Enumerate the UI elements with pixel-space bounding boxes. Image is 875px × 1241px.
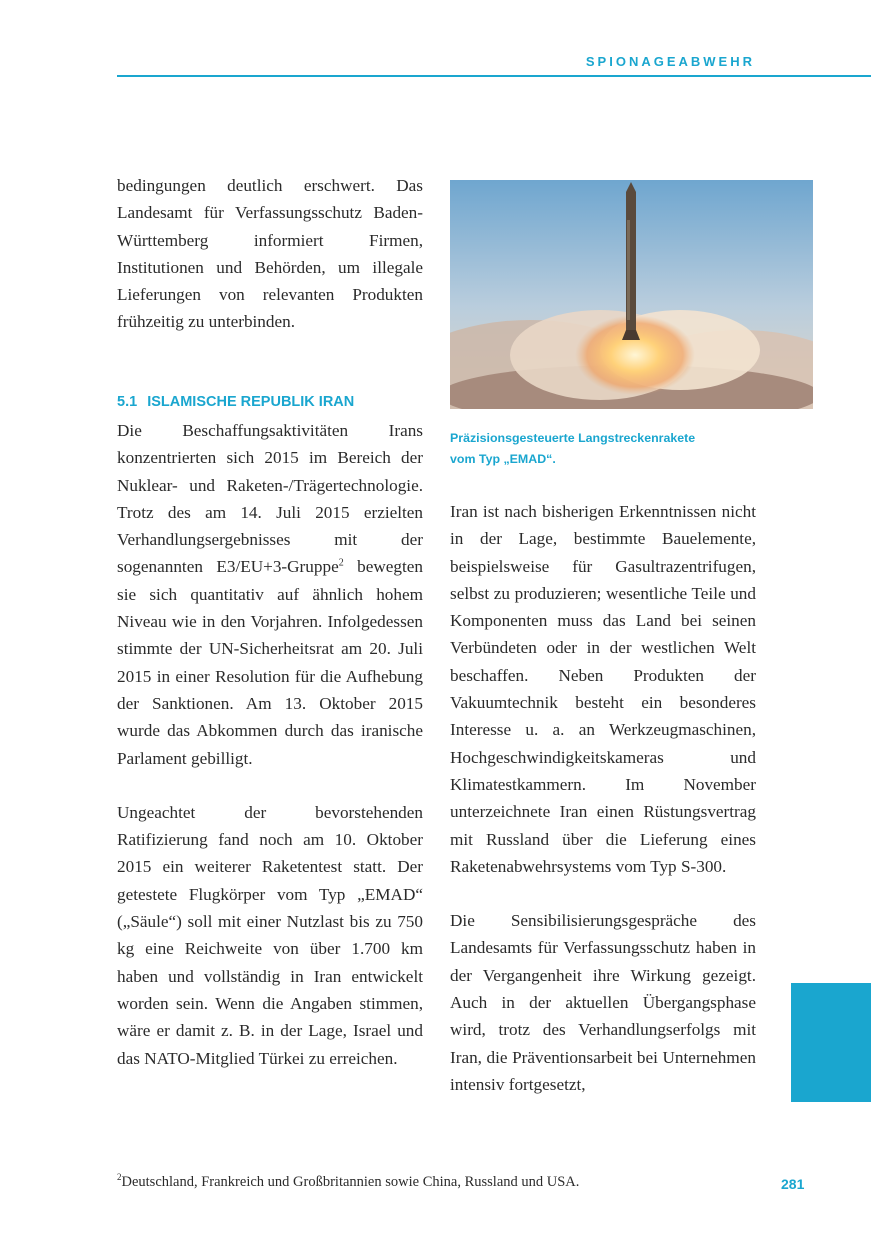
right-paragraph-1: Iran ist nach bisherigen Erkenntnissen nicht in der Lage, bestimmte Bauelemente, beispielsweise für Gasultrazentrifugen, selbst zu produzieren; wesentliche Teile und Komponenten muss das Land bei seinen Verbündeten oder in der westlichen Welt beschaffen. Neben Produkten der Vakuumtechnik besteht ein besonderes Interesse u. a. an Werkzeugmaschinen, Hochgeschwindigkeitskameras und Klimatestkammern. Im November unterzeichnete Iran einen Rüstungsvertrag mit Russland über die Lieferung eines Raketenabwehrsystems vom Typ S-300. <box>450 502 756 876</box>
right-paragraph-2: Die Sensibilisierungsgespräche des Landesamts für Verfassungsschutz haben in der Vergangenheit ihre Wirkung gezeigt. Auch in der aktuellen Übergangsphase wird, trotz des Verhandlungserfolgs mit Iran, die Präventionsarbeit bei Unternehmen intensiv fortgesetzt, <box>450 911 756 1094</box>
caption-line-2: vom Typ „EMAD“. <box>450 452 556 466</box>
footnote-reference[interactable]: 2 <box>338 557 344 569</box>
footnote-number: 2 <box>117 1172 122 1183</box>
side-thumb-tab <box>791 983 871 1102</box>
footnote-text: Deutschland, Frankreich und Großbritannien sowie China, Russland und USA. <box>121 1174 580 1190</box>
left-column-intro <box>117 172 423 336</box>
body-paragraph-1: Die Beschaffungsaktivitäten Irans konzentrierten sich 2015 im Bereich der Nuklear- und Raketen-/Trägertechnologie. Trotz des am 14. Juli 2015 erzielten Verhandlungsergebnisses mit der sogenannten E3/EU+3-Gruppe$^2$ bewegten sie sich quantitativ auf ähnlich hohem Niveau wie in den Vorjahren. Infolgedessen stimmte der UN-Sicherheitsrat am 20. Juli 2015 in einer Resolution für die Aufhebung der Sanktionen. Am 13. Oktober 2015 wurde das Abkommen durch das iranische Parlament gebilligt. <box>117 421 424 768</box>
rocket-launch-photo <box>450 180 813 409</box>
section-title: ISLAMISCHE REPUBLIK IRAN <box>147 394 355 410</box>
header-rule <box>117 75 871 77</box>
section-number: 5.1 <box>117 394 138 410</box>
caption-line-1: Präzisionsgesteuerte Langstreckenrakete <box>450 431 696 445</box>
figure-caption <box>450 428 770 470</box>
page-number: 281 <box>781 1176 805 1192</box>
running-title: SPIONAGEABWEHR <box>585 54 755 69</box>
intro-paragraph: bedingungen deutlich erschwert. Das Landesamt für Verfassungsschutz Baden-Württemberg informiert Firmen, Institutionen und Behörden, um illegale Lieferungen von relevanten Produkten frühzeitig zu unterbinden. <box>117 176 423 332</box>
footnote <box>117 1174 579 1191</box>
body-paragraph-2: Ungeachtet der bevorstehenden Ratifizierung fand noch am 10. Oktober 2015 ein weiterer Raketentest statt. Der getestete Flugkörper vom Typ „EMAD“ („Säule“) soll mit einer Nutzlast bis zu 750 kg eine Reichweite von über 1.700 km haben und vollständig in Iran entwickelt worden sein. Wenn die Angaben stimmen, wäre er damit z. B. in der Lage, Israel und das NATO-Mitglied Türkei zu erreichen. <box>117 802 423 1068</box>
right-column-body <box>450 498 756 1098</box>
section-heading <box>117 394 354 410</box>
left-column-body <box>117 417 423 1072</box>
